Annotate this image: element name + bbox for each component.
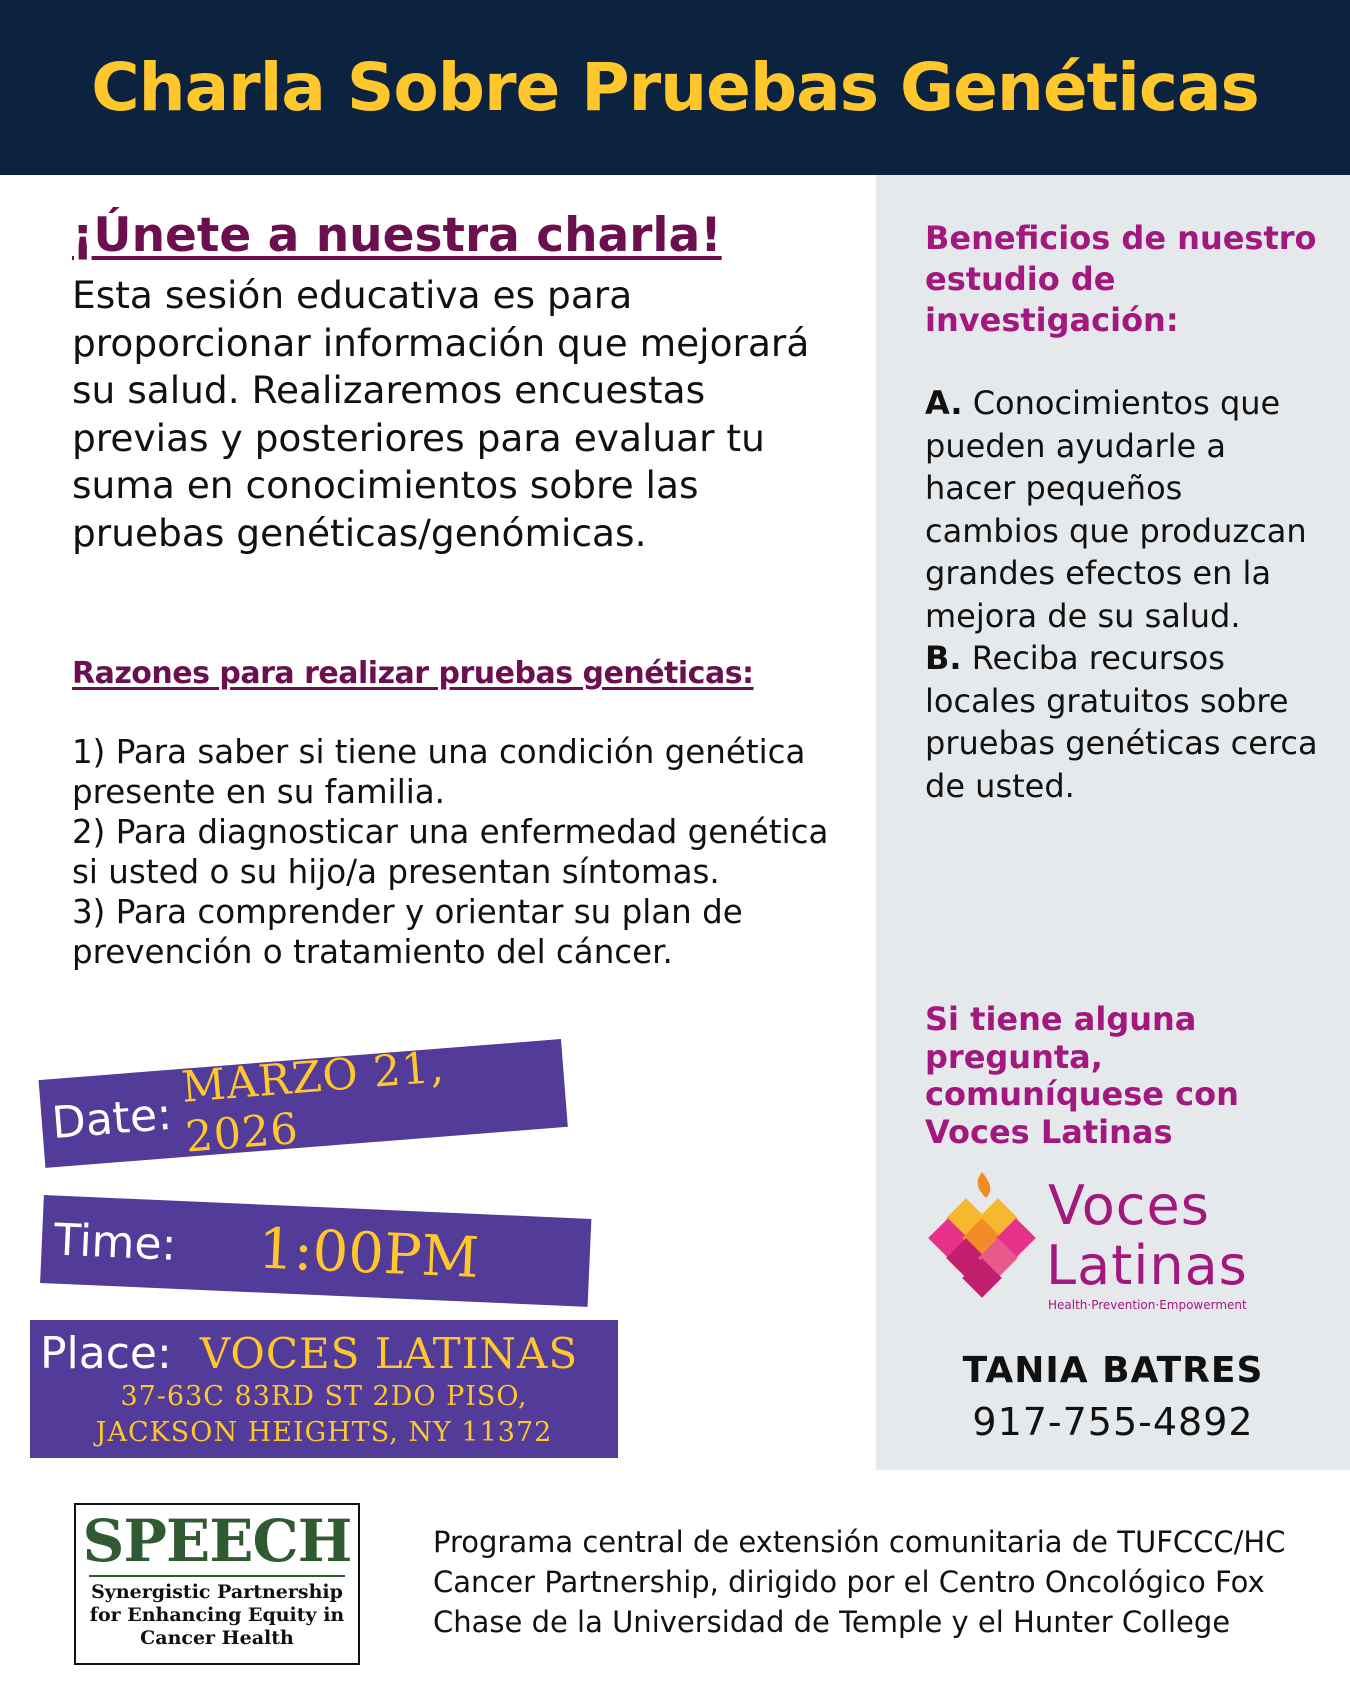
list-item: 3) Para comprender y orientar su plan de prevención o tratamiento del cáncer. xyxy=(72,893,743,971)
divider xyxy=(89,1575,345,1577)
page-title: Charla Sobre Pruebas Genéticas xyxy=(91,49,1259,126)
logo-line1: Voces xyxy=(1048,1174,1210,1237)
logo-line2: Latinas xyxy=(1046,1234,1248,1297)
benefits-title: Beneficios de nuestro estudio de investigación: xyxy=(925,219,1317,339)
date-banner xyxy=(39,1039,568,1168)
footer-text: Programa central de extensión comunitaria de TUFCCC/HC Cancer Partnership, dirigido por el Centro Oncológico Fox Chase de la Universidad de Temple y el Hunter College xyxy=(433,1525,1286,1639)
time-value: 1:00PM xyxy=(256,1215,481,1291)
speech-logo xyxy=(74,1503,360,1665)
heart-icon xyxy=(920,1170,1050,1320)
list-item: 2) Para diagnosticar una enfermedad genética si usted o su hijo/a presentan síntomas. xyxy=(72,813,829,891)
speech-title: SPEECH xyxy=(82,1507,352,1575)
benefit-b-letter: B. xyxy=(925,639,962,677)
contact-name: TANIA BATRES xyxy=(962,1350,1264,1391)
logo-tagline: Health·Prevention·Empowerment xyxy=(1048,1298,1247,1312)
time-banner xyxy=(40,1195,591,1307)
place-address-line1: 37-63C 83RD ST 2DO PISO, xyxy=(120,1381,528,1412)
date-value: MARZO 21, 2026 xyxy=(179,1042,447,1163)
question-text: Si tiene alguna pregunta, comuníquese con Voces Latinas xyxy=(925,1000,1239,1151)
voces-latinas-logo xyxy=(920,1170,1340,1320)
place-banner xyxy=(30,1320,618,1458)
intro-paragraph: Esta sesión educativa es para proporcionar información que mejorará su salud. Realizaremos encuestas previas y posteriores para evaluar tu suma en conocimientos sobre las pruebas genéticas/genómicas. xyxy=(72,273,810,555)
benefit-a-letter: A. xyxy=(925,384,963,422)
contact-phone: 917-755-4892 xyxy=(972,1400,1254,1444)
reasons-list xyxy=(72,732,842,972)
place-value: VOCES LATINAS xyxy=(199,1329,579,1378)
reasons-title: Razones para realizar pruebas genéticas: xyxy=(72,656,754,691)
speech-subtitle: Synergistic Partnership for Enhancing Equity in Cancer Health xyxy=(89,1581,345,1649)
header-bar xyxy=(0,0,1350,175)
join-title: ¡Únete a nuestra charla! xyxy=(72,208,722,263)
date-label: Date: xyxy=(49,1088,174,1149)
list-item: 1) Para saber si tiene una condición genética presente en su familia. xyxy=(72,733,806,811)
place-address-line2: JACKSON HEIGHTS, NY 11372 xyxy=(95,1417,553,1448)
place-label: Place: xyxy=(40,1328,172,1379)
benefit-a-text: Conocimientos que pueden ayudarle a hacer pequeños cambios que produzcan grandes efectos en la mejora de su salud. xyxy=(925,384,1307,635)
benefit-b-text: Reciba recursos locales gratuitos sobre pruebas genéticas cerca de usted. xyxy=(925,639,1318,805)
benefits-text xyxy=(925,382,1325,807)
time-label: Time: xyxy=(52,1214,178,1271)
